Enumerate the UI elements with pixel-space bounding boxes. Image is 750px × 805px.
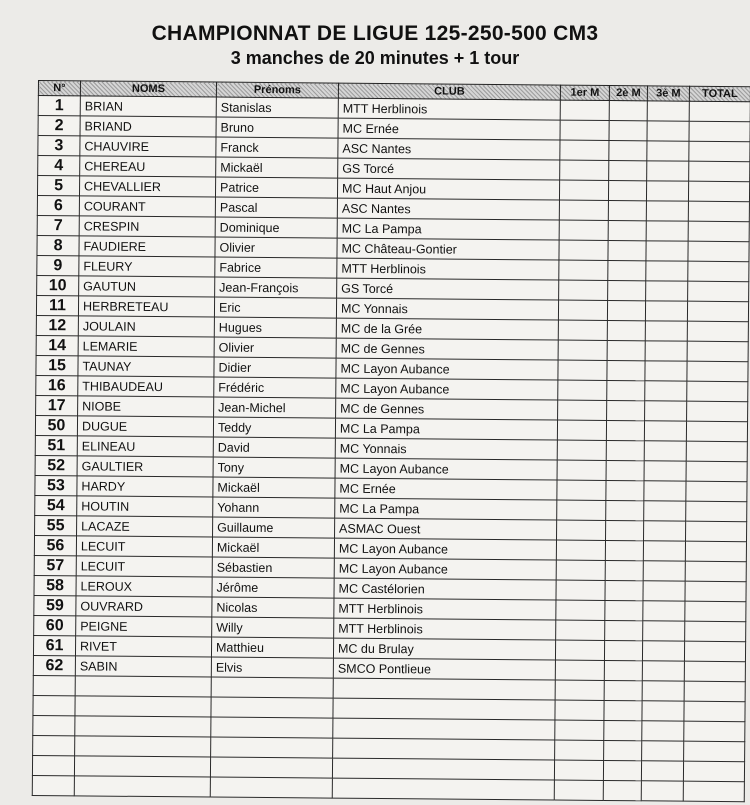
column-header-names: NOMS: [80, 81, 216, 97]
empty-cell: [75, 736, 211, 757]
rider-first-name: Eric: [214, 297, 336, 318]
empty-cell: [642, 721, 684, 741]
empty-cell: [554, 780, 603, 800]
round-3-cell: [645, 381, 687, 401]
empty-cell: [641, 781, 683, 801]
rider-first-name: Dominique: [215, 217, 337, 238]
empty-cell: [554, 760, 603, 780]
rider-first-name: Nicolas: [212, 597, 334, 618]
round-3-cell: [646, 241, 688, 261]
round-2-cell: [607, 300, 645, 320]
rider-last-name: BRIAN: [80, 96, 216, 117]
rider-first-name: Hugues: [214, 317, 336, 338]
rider-number: 3: [38, 136, 80, 156]
round-1-cell: [558, 360, 607, 380]
round-1-cell: [558, 340, 607, 360]
empty-cell: [604, 680, 642, 700]
rider-club: MC Yonnais: [335, 438, 557, 460]
round-2-cell: [607, 340, 645, 360]
rider-number: 61: [33, 635, 75, 655]
round-3-cell: [642, 641, 684, 661]
round-2-cell: [606, 460, 644, 480]
rider-last-name: CHEREAU: [80, 156, 216, 177]
total-cell: [689, 161, 750, 182]
rider-last-name: CHEVALLIER: [79, 176, 215, 197]
round-2-cell: [608, 220, 646, 240]
round-3-cell: [645, 361, 687, 381]
rider-club: MC Layon Aubance: [336, 378, 558, 400]
rider-number: 57: [34, 555, 76, 575]
round-3-cell: [645, 321, 687, 341]
round-1-cell: [558, 380, 607, 400]
rider-number: 59: [34, 595, 76, 615]
rider-club: MC Ernée: [335, 478, 557, 500]
total-cell: [687, 361, 748, 382]
rider-last-name: BRIAND: [80, 116, 216, 137]
rider-first-name: Didier: [214, 357, 336, 378]
rider-number: 50: [35, 415, 77, 435]
rider-club: MTT Herblinois: [334, 598, 556, 620]
round-2-cell: [607, 380, 645, 400]
rider-first-name: Mickaël: [213, 477, 335, 498]
round-2-cell: [606, 480, 644, 500]
rider-first-name: Frédéric: [214, 377, 336, 398]
round-3-cell: [647, 121, 689, 141]
round-2-cell: [607, 320, 645, 340]
rider-number: 8: [37, 235, 79, 255]
round-2-cell: [604, 640, 642, 660]
round-2-cell: [607, 400, 645, 420]
column-header-first-names: Prénoms: [216, 82, 338, 98]
empty-cell: [33, 695, 75, 715]
rider-number: 16: [36, 375, 78, 395]
round-2-cell: [605, 580, 643, 600]
round-2-cell: [605, 560, 643, 580]
total-cell: [687, 321, 748, 342]
round-1-cell: [557, 460, 606, 480]
rider-club: MC de Gennes: [336, 398, 558, 420]
total-cell: [685, 541, 746, 562]
total-cell: [687, 381, 748, 402]
rider-club: ASC Nantes: [338, 138, 560, 160]
empty-cell: [74, 756, 210, 777]
round-2-cell: [606, 500, 644, 520]
empty-cell: [332, 778, 554, 800]
rider-last-name: DUGUE: [77, 416, 213, 437]
rider-club: MC Yonnais: [336, 298, 558, 320]
rider-last-name: HARDY: [77, 476, 213, 497]
total-cell: [684, 661, 745, 682]
round-1-cell: [558, 400, 607, 420]
empty-cell: [555, 740, 604, 760]
rider-first-name: Matthieu: [211, 637, 333, 658]
round-2-cell: [609, 100, 647, 120]
rider-last-name: CRESPIN: [79, 216, 215, 237]
rider-number: 1: [38, 96, 80, 116]
rider-first-name: Yohann: [213, 497, 335, 518]
round-2-cell: [606, 520, 644, 540]
total-cell: [686, 441, 747, 462]
rider-club: MC Château-Gontier: [337, 238, 559, 260]
total-cell: [686, 501, 747, 522]
rider-number: 51: [35, 435, 77, 455]
rider-last-name: GAUTUN: [79, 276, 215, 297]
rider-first-name: Franck: [216, 137, 338, 158]
results-table: [32, 80, 750, 802]
round-1-cell: [559, 180, 608, 200]
total-cell: [685, 621, 746, 642]
rider-club: MC La Pampa: [335, 498, 557, 520]
rider-number: 58: [34, 575, 76, 595]
round-3-cell: [646, 281, 688, 301]
rider-number: 7: [37, 215, 79, 235]
rider-first-name: Mickaël: [216, 157, 338, 178]
round-3-cell: [644, 461, 686, 481]
round-3-cell: [645, 341, 687, 361]
empty-cell: [603, 760, 641, 780]
empty-cell: [332, 758, 554, 780]
round-1-cell: [559, 280, 608, 300]
rider-last-name: HOUTIN: [77, 496, 213, 517]
column-header-round-2: 2è M: [609, 85, 647, 100]
empty-cell: [33, 715, 75, 735]
rider-club: SMCO Pontlieue: [333, 658, 555, 680]
round-1-cell: [559, 200, 608, 220]
rider-last-name: TAUNAY: [78, 356, 214, 377]
total-cell: [688, 281, 749, 302]
round-1-cell: [557, 520, 606, 540]
rider-first-name: Mickaël: [212, 537, 334, 558]
rider-club: MC Haut Anjou: [337, 178, 559, 200]
rider-first-name: Stanislas: [216, 97, 338, 118]
rider-last-name: LECUIT: [76, 556, 212, 577]
total-cell: [686, 481, 747, 502]
round-2-cell: [606, 440, 644, 460]
round-3-cell: [645, 301, 687, 321]
rider-number: 56: [34, 535, 76, 555]
round-3-cell: [643, 621, 685, 641]
rider-club: ASC Nantes: [337, 198, 559, 220]
total-cell: [688, 241, 749, 262]
round-1-cell: [558, 300, 607, 320]
empty-cell: [33, 675, 75, 695]
round-2-cell: [605, 600, 643, 620]
round-1-cell: [560, 100, 609, 120]
column-header-round-3: 3è M: [647, 86, 689, 101]
round-2-cell: [605, 540, 643, 560]
rider-last-name: LEROUX: [76, 576, 212, 597]
round-1-cell: [557, 480, 606, 500]
round-2-cell: [608, 180, 646, 200]
empty-cell: [75, 676, 211, 697]
rider-last-name: FAUDIERE: [79, 236, 215, 257]
round-3-cell: [643, 541, 685, 561]
rider-number: 55: [35, 515, 77, 535]
empty-cell: [211, 717, 333, 738]
empty-cell: [32, 775, 74, 795]
total-cell: [687, 341, 748, 362]
total-cell: [684, 641, 745, 662]
round-1-cell: [557, 500, 606, 520]
rider-last-name: CHAUVIRE: [80, 136, 216, 157]
round-1-cell: [556, 620, 605, 640]
empty-cell: [684, 741, 745, 762]
empty-cell: [333, 718, 555, 740]
rider-club: MC de la Grée: [336, 318, 558, 340]
round-3-cell: [642, 661, 684, 681]
round-3-cell: [646, 261, 688, 281]
round-3-cell: [647, 101, 689, 121]
empty-cell: [33, 735, 75, 755]
rider-last-name: LEMARIE: [78, 336, 214, 357]
rider-number: 62: [33, 655, 75, 675]
empty-cell: [642, 741, 684, 761]
rider-last-name: HERBRETEAU: [78, 296, 214, 317]
total-cell: [686, 461, 747, 482]
total-cell: [686, 421, 747, 442]
round-2-cell: [608, 240, 646, 260]
round-3-cell: [644, 441, 686, 461]
rider-last-name: FLEURY: [79, 256, 215, 277]
round-1-cell: [556, 560, 605, 580]
round-3-cell: [643, 601, 685, 621]
rider-last-name: RIVET: [75, 636, 211, 657]
rider-last-name: NIOBE: [78, 396, 214, 417]
empty-cell: [74, 776, 210, 797]
rider-number: 10: [37, 275, 79, 295]
round-1-cell: [555, 640, 604, 660]
rider-first-name: Pascal: [215, 197, 337, 218]
round-2-cell: [609, 140, 647, 160]
round-1-cell: [556, 540, 605, 560]
rider-first-name: Elvis: [211, 657, 333, 678]
total-cell: [689, 141, 750, 162]
total-cell: [688, 261, 749, 282]
empty-cell: [210, 757, 332, 778]
empty-cell: [555, 680, 604, 700]
round-1-cell: [556, 600, 605, 620]
empty-cell: [75, 696, 211, 717]
empty-cell: [642, 681, 684, 701]
rider-last-name: GAULTIER: [77, 456, 213, 477]
empty-cell: [333, 738, 555, 760]
rider-first-name: Olivier: [214, 337, 336, 358]
round-1-cell: [559, 260, 608, 280]
empty-cell: [683, 781, 744, 802]
round-3-cell: [647, 141, 689, 161]
empty-cell: [604, 740, 642, 760]
round-3-cell: [645, 401, 687, 421]
column-header-total: TOTAL: [689, 86, 750, 102]
round-2-cell: [608, 260, 646, 280]
rider-club: ASMAC Ouest: [335, 518, 557, 540]
total-cell: [687, 401, 748, 422]
round-3-cell: [646, 221, 688, 241]
rider-club: MC de Gennes: [336, 338, 558, 360]
rider-last-name: LECUIT: [76, 536, 212, 557]
rider-last-name: OUVRARD: [76, 596, 212, 617]
empty-cell: [333, 678, 555, 700]
rider-first-name: Jérôme: [212, 577, 334, 598]
column-header-club: CLUB: [338, 83, 560, 100]
total-cell: [689, 101, 750, 122]
round-2-cell: [606, 420, 644, 440]
rider-number: 6: [37, 195, 79, 215]
empty-cell: [32, 755, 74, 775]
total-cell: [688, 181, 749, 202]
round-1-cell: [560, 140, 609, 160]
empty-cell: [683, 761, 744, 782]
rider-club: MTT Herblinois: [337, 258, 559, 280]
empty-cell: [555, 700, 604, 720]
round-2-cell: [608, 200, 646, 220]
column-header-round-1: 1er M: [560, 85, 609, 100]
total-cell: [688, 201, 749, 222]
total-cell: [685, 561, 746, 582]
rider-last-name: LACAZE: [77, 516, 213, 537]
round-1-cell: [555, 660, 604, 680]
rider-club: MTT Herblinois: [334, 618, 556, 640]
rider-number: 15: [36, 355, 78, 375]
rider-last-name: SABIN: [75, 656, 211, 677]
rider-club: MC Layon Aubance: [336, 358, 558, 380]
rider-club: MC Layon Aubance: [334, 538, 556, 560]
round-1-cell: [557, 420, 606, 440]
rider-last-name: JOULAIN: [78, 316, 214, 337]
empty-cell: [555, 720, 604, 740]
rider-first-name: Tony: [213, 457, 335, 478]
empty-cell: [684, 721, 745, 742]
rider-club: GS Torcé: [337, 278, 559, 300]
round-1-cell: [556, 580, 605, 600]
round-2-cell: [605, 620, 643, 640]
rider-last-name: ELINEAU: [77, 436, 213, 457]
rider-number: 60: [34, 615, 76, 635]
rider-first-name: Jean-François: [215, 277, 337, 298]
round-1-cell: [558, 320, 607, 340]
rider-number: 17: [36, 395, 78, 415]
empty-cell: [684, 701, 745, 722]
rider-club: GS Torcé: [338, 158, 560, 180]
rider-club: MC Ernée: [338, 118, 560, 140]
rider-number: 54: [35, 495, 77, 515]
total-cell: [688, 221, 749, 242]
round-3-cell: [647, 161, 689, 181]
total-cell: [685, 601, 746, 622]
empty-cell: [333, 698, 555, 720]
rider-first-name: Teddy: [213, 417, 335, 438]
rider-first-name: David: [213, 437, 335, 458]
rider-number: 2: [38, 116, 80, 136]
rider-first-name: Olivier: [215, 237, 337, 258]
rider-first-name: Jean-Michel: [214, 397, 336, 418]
column-header-number: N°: [38, 81, 80, 96]
rider-number: 53: [35, 475, 77, 495]
results-sheet: [32, 80, 750, 802]
round-1-cell: [559, 240, 608, 260]
round-1-cell: [560, 160, 609, 180]
rider-club: MC Layon Aubance: [335, 458, 557, 480]
rider-number: 11: [36, 295, 78, 315]
rider-first-name: Patrice: [215, 177, 337, 198]
empty-cell: [684, 681, 745, 702]
rider-number: 4: [38, 156, 80, 176]
rider-number: 5: [37, 176, 79, 196]
round-3-cell: [644, 481, 686, 501]
empty-cell: [75, 716, 211, 737]
empty-cell: [604, 700, 642, 720]
rider-first-name: Willy: [212, 617, 334, 638]
rider-number: 14: [36, 335, 78, 355]
rider-first-name: Fabrice: [215, 257, 337, 278]
empty-cell: [210, 777, 332, 798]
round-3-cell: [646, 201, 688, 221]
page-subtitle: 3 manches de 20 minutes + 1 tour: [230, 48, 520, 68]
rider-first-name: Bruno: [216, 117, 338, 138]
rider-club: MTT Herblinois: [338, 98, 560, 120]
total-cell: [685, 581, 746, 602]
total-cell: [689, 121, 750, 142]
empty-cell: [604, 720, 642, 740]
rider-number: 52: [35, 455, 77, 475]
rider-club: MC Castélorien: [334, 578, 556, 600]
rider-number: 9: [37, 255, 79, 275]
rider-first-name: Guillaume: [213, 517, 335, 538]
round-3-cell: [644, 501, 686, 521]
total-cell: [687, 301, 748, 322]
round-1-cell: [559, 220, 608, 240]
rider-club: MC du Brulay: [333, 638, 555, 660]
empty-cell: [641, 761, 683, 781]
empty-cell: [211, 737, 333, 758]
round-3-cell: [643, 561, 685, 581]
round-2-cell: [604, 660, 642, 680]
empty-cell: [603, 780, 641, 800]
round-2-cell: [609, 160, 647, 180]
empty-cell: [211, 697, 333, 718]
round-3-cell: [644, 521, 686, 541]
round-3-cell: [643, 581, 685, 601]
rider-last-name: PEIGNE: [76, 616, 212, 637]
rider-last-name: COURANT: [79, 196, 215, 217]
empty-cell: [211, 677, 333, 698]
round-1-cell: [557, 440, 606, 460]
round-3-cell: [646, 181, 688, 201]
rider-first-name: Sébastien: [212, 557, 334, 578]
round-3-cell: [644, 421, 686, 441]
round-2-cell: [608, 280, 646, 300]
round-2-cell: [607, 360, 645, 380]
rider-club: MC La Pampa: [335, 418, 557, 440]
round-2-cell: [609, 120, 647, 140]
total-cell: [686, 521, 747, 542]
rider-club: MC Layon Aubance: [334, 558, 556, 580]
page-title: CHAMPIONNAT DE LIGUE 125-250-500 CM3: [151, 22, 599, 45]
rider-number: 12: [36, 315, 78, 335]
empty-cell: [642, 701, 684, 721]
rider-last-name: THIBAUDEAU: [78, 376, 214, 397]
round-1-cell: [560, 120, 609, 140]
rider-club: MC La Pampa: [337, 218, 559, 240]
